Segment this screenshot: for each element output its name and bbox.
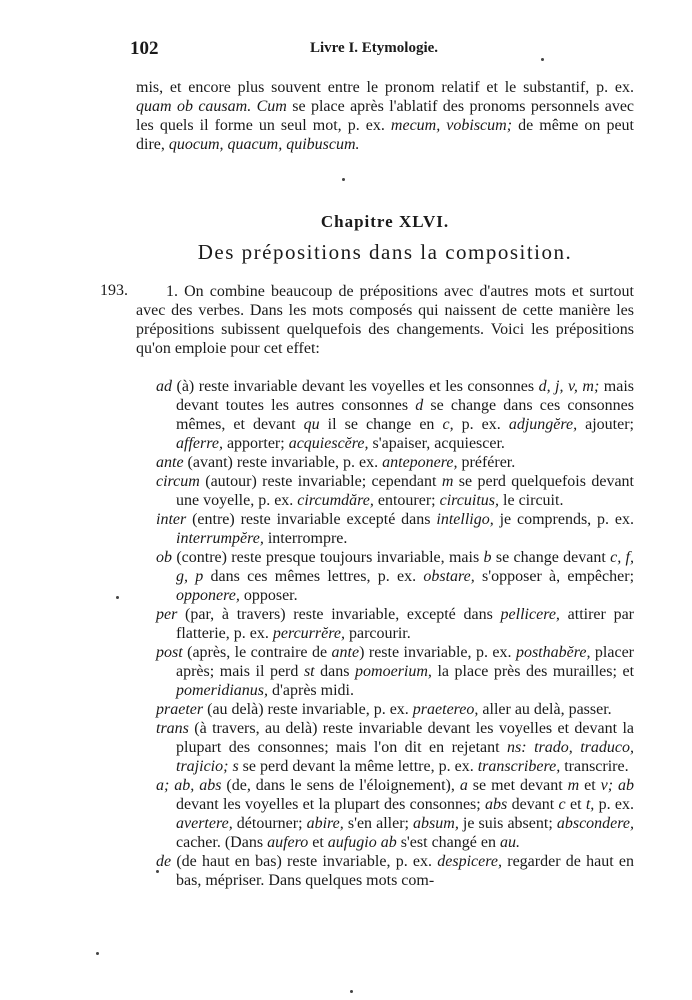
section-number: 193. (100, 282, 128, 299)
entry-ad: ad (à) reste invariable devant les voyelles et les consonnes d, j, v, m; mais devant toutes les autres consonnes d se change dans ces consonnes mêmes, et devant qu il se change en c, p. ex. adjungĕre, ajouter; afferre, apporter; acquiescĕre, s'apaiser, acquiescer. (156, 378, 635, 452)
entry-ob: ob (contre) reste presque toujours invariable, mais b se change devant c, f, g, p dans ces mêmes lettres, p. ex. obstare, s'opposer à, empêcher; opponere, opposer. (156, 549, 635, 604)
chapter-title: Chapitre XLVI. (320, 212, 450, 231)
entry-ab: a; ab, abs (de, dans le sens de l'éloignement), a se met devant m et v; ab devant les voyelles et la plupart des consonnes; abs devant c et t, p. ex. avertere, détourner; abire, s'en aller; absum, je suis absent; abscondere, cacher. (Dans aufero et aufugio ab s'est changé en au. (156, 777, 635, 851)
entry-de: de (de haut en bas) reste invariable, p. ex. despicere, regarder de haut en bas, mépriser. Dans quelques mots com- (156, 853, 634, 889)
entry-ante: ante (avant) reste invariable, p. ex. anteponere, préférer. (156, 454, 516, 471)
scan-speck (350, 990, 353, 993)
scan-speck (541, 58, 544, 61)
scan-speck (116, 596, 119, 599)
page-number: 102 (130, 38, 159, 59)
entry-inter: inter (entre) reste invariable excepté dans intelligo, je comprends, p. ex. interrumpĕre, interrompre. (156, 511, 634, 547)
section-paragraph: 1. On combine beaucoup de prépositions avec d'autres mots et surtout avec des verbes. Dans les mots composés qui naissent de cette manière les prépositions subissent quelquefois des changements. Voici les prépositions qu'on emploie pour cet effet: (136, 283, 634, 357)
intro-paragraph: mis, et encore plus souvent entre le pronom relatif et le substantif, p. ex. quam ob causam. Cum se place après l'ablatif des pronoms personnels avec les quels il forme un seul mot, p. ex. mecum, vobiscum; de même on peut dire, quocum, quacum, quibuscum. (136, 79, 635, 153)
scan-speck (156, 870, 159, 873)
entry-per: per (par, à travers) reste invariable, excepté dans pellicere, attirer par flatterie, p. ex. percurrĕre, parcourir. (156, 606, 634, 642)
chapter-subtitle: Des prépositions dans la composition. (197, 240, 573, 264)
entry-praeter: praeter (au delà) reste invariable, p. ex. praetereo, aller au delà, passer. (156, 701, 612, 718)
entry-trans: trans (à travers, au delà) reste invariable devant les voyelles et devant la plupart des consonnes; mais l'on dit en rejetant ns: trado, traduco, trajicio; s se perd devant la même lettre, p. ex. transcribere, transcrire. (156, 720, 634, 775)
scan-speck (342, 178, 345, 181)
preposition-list (136, 377, 634, 890)
running-title: Livre I. Etymologie. (310, 40, 439, 56)
scan-speck (96, 952, 99, 955)
page-header (130, 38, 630, 62)
entry-circum: circum (autour) reste invariable; cependant m se perd quelquefois devant une voyelle, p. ex. circumdăre, entourer; circuitus, le circuit. (156, 473, 634, 509)
entry-post: post (après, le contraire de ante) reste invariable, p. ex. posthabĕre, placer après; mais il perd st dans pomoerium, la place près des murailles; et pomeridianus, d'après midi. (156, 644, 635, 699)
